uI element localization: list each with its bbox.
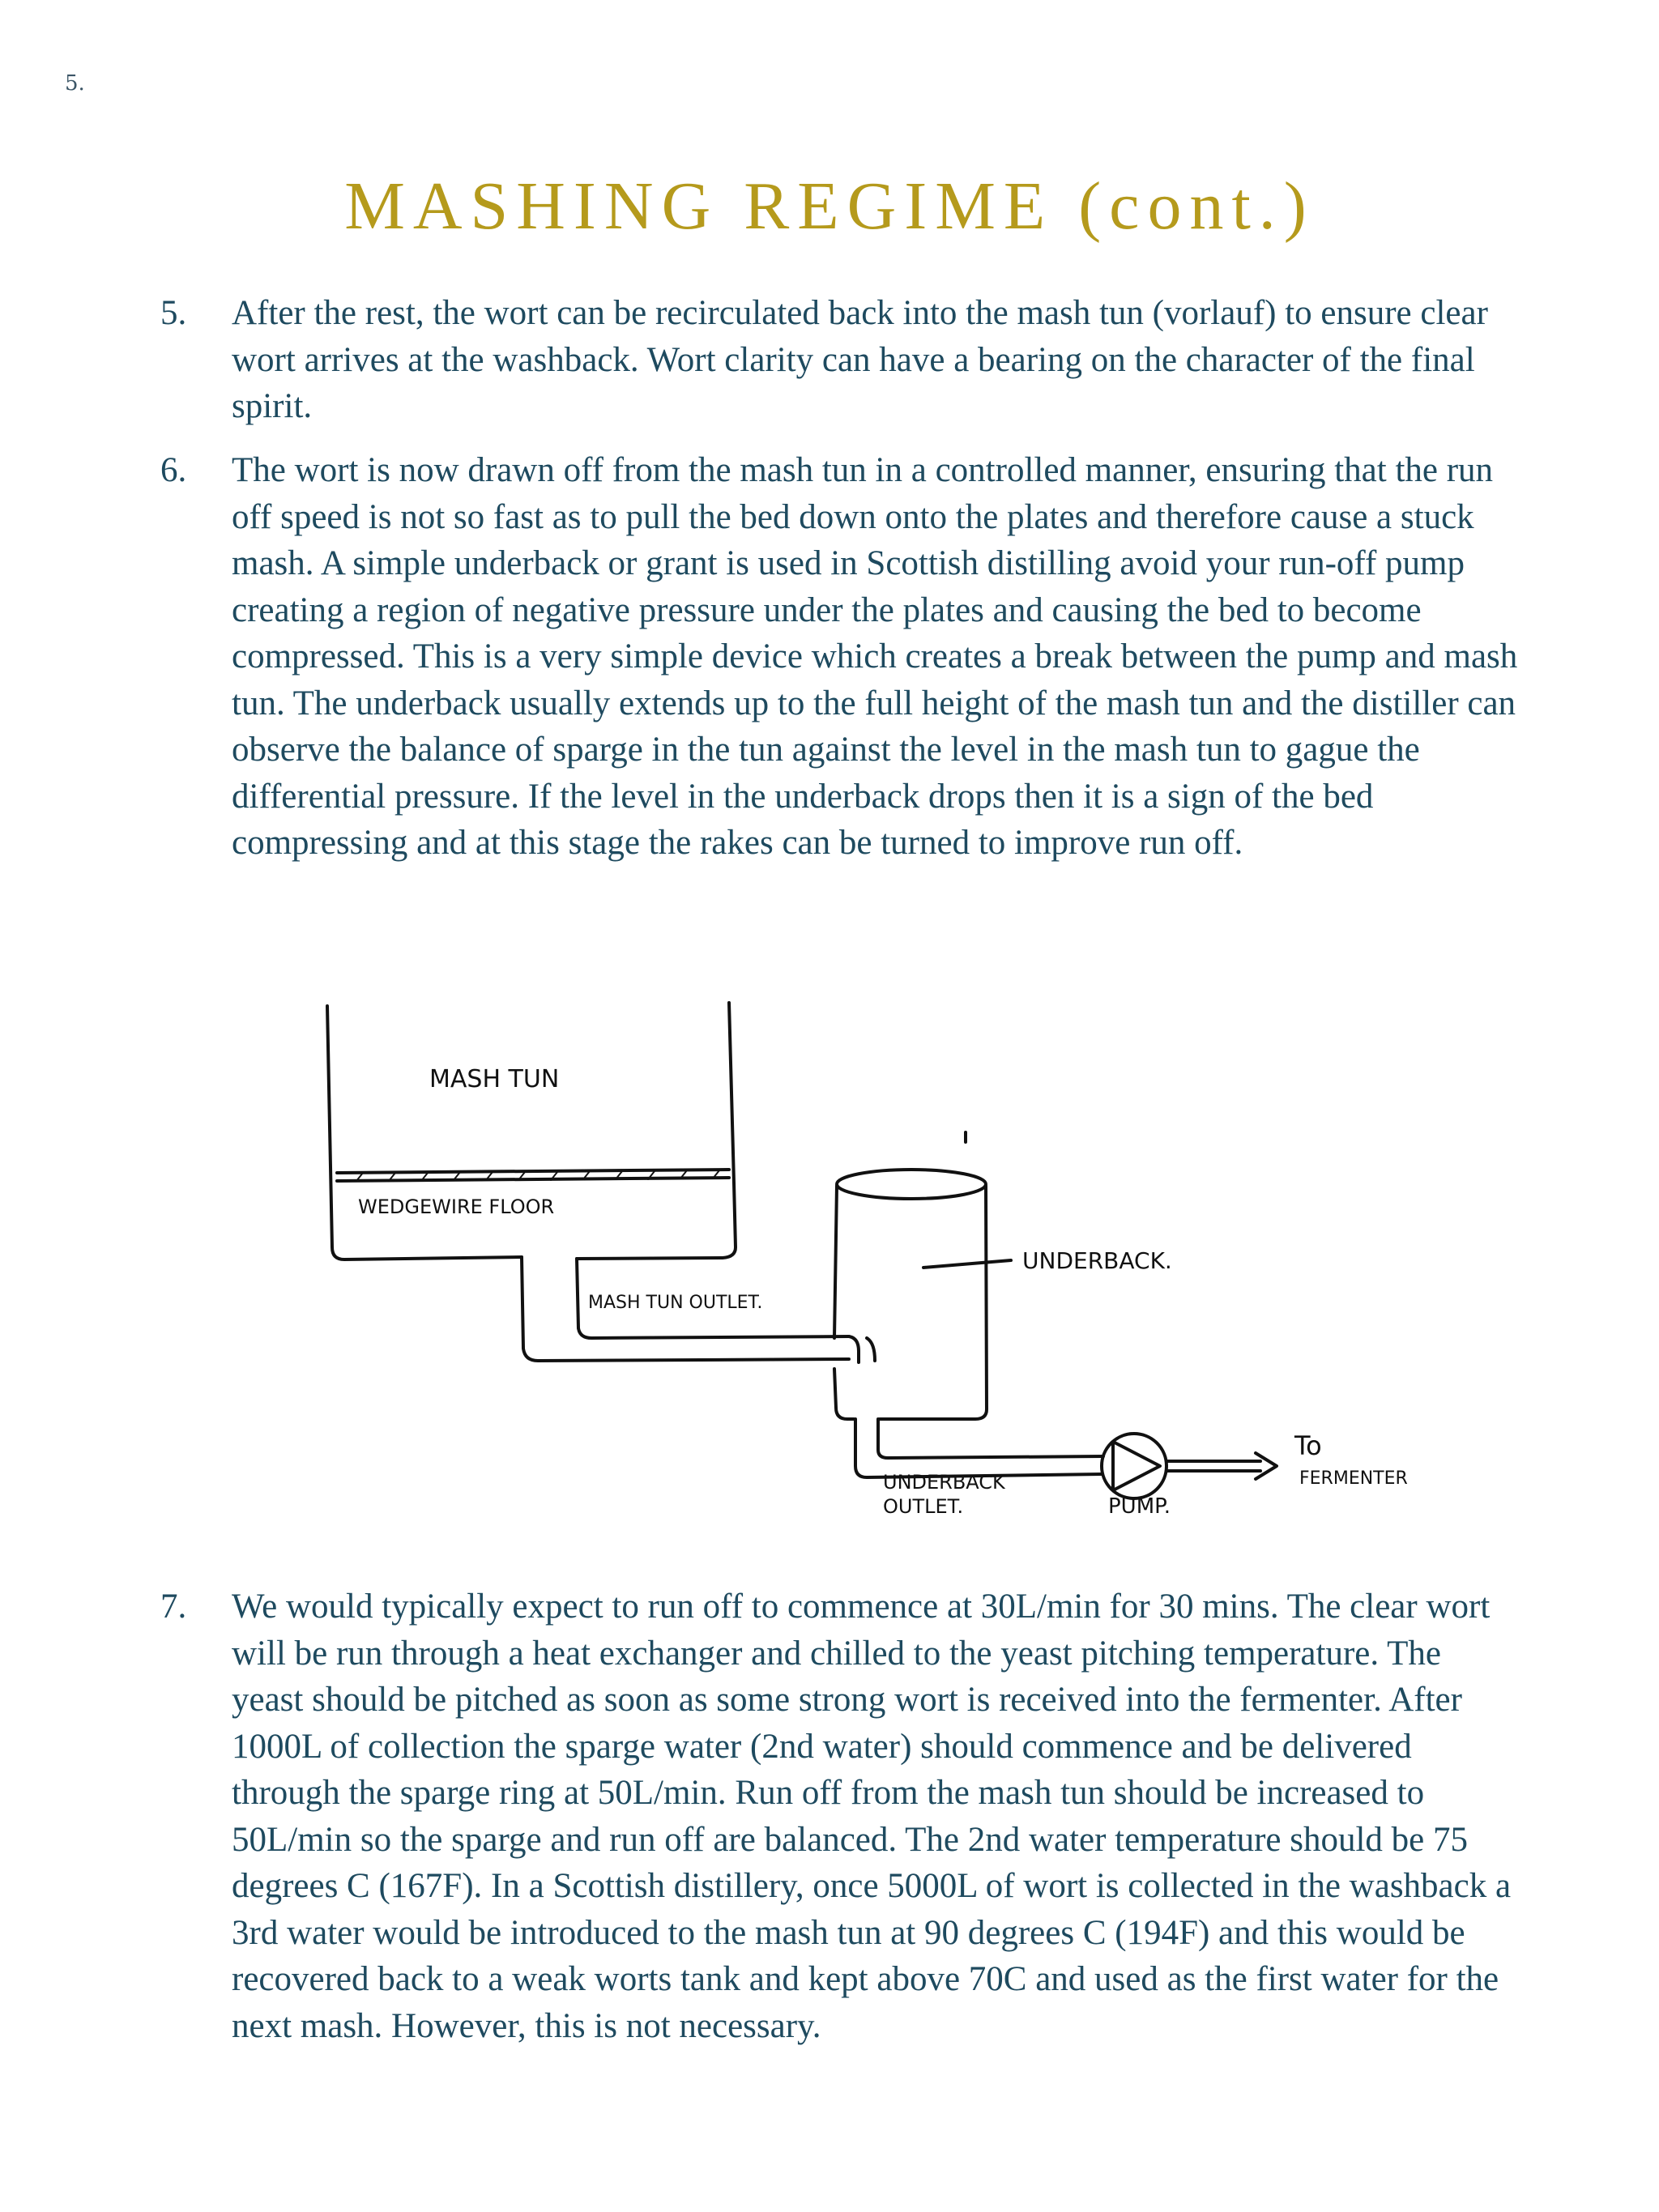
mash-tun-diagram <box>308 988 1458 1539</box>
item-number: 5. <box>160 294 187 332</box>
outlet-pipe-end <box>849 1336 875 1362</box>
underback-outlet-pipe-outer <box>855 1419 1102 1477</box>
underback-top <box>837 1170 986 1199</box>
underback-outlet-pipe-inner <box>878 1419 1103 1458</box>
to-label: To <box>1294 1430 1322 1461</box>
fermenter-arrow-head <box>1256 1453 1277 1479</box>
wedgewire-floor-bottom <box>337 1178 729 1181</box>
list-item-7 <box>160 1583 1521 2049</box>
item-number: 7. <box>160 1588 187 1626</box>
item-text: After the rest, the wort can be recirculated back into the mash tun (vorlauf) to ensure clear wort arrives at the washback. Wort clarity can have a bearing on the character of the final spirit. <box>232 294 1488 425</box>
page-number: 5. <box>65 71 85 96</box>
item-number: 6. <box>160 451 187 489</box>
pump-label: PUMP. <box>1108 1494 1171 1519</box>
fermenter-label: FERMENTER <box>1299 1468 1408 1489</box>
mash-tun-left-wall <box>327 1006 522 1259</box>
underback-body <box>834 1186 987 1419</box>
item-text: We would typically expect to run off to commence at 30L/min for 30 mins. The clear wort will be run through a heat exchanger and chilled to the yeast pitching temperature. The yeast should be pitched as soon as some strong wort is received into the fermenter. After 1000L of collection the sparge water (2nd water) should commence and be delivered through the sparge ring at 50L/min. Run off from the mash tun should be increased to 50L/min so the sparge and run off are balanced. The 2nd water temperature should be 75 degrees C (167F). In a Scottish distillery, once 5000L of wort is collected in the washback a 3rd water would be introduced to the mash tun at 90 degrees C (194F) and this would be recovered back to a weak worts tank and kept above 70C and used as the first water for the next mash. However, this is not necessary. <box>232 1588 1512 2045</box>
list-item-6 <box>160 447 1521 867</box>
underback-outlet-label-2: OUTLET. <box>883 1495 964 1518</box>
underback-leader <box>923 1260 1011 1268</box>
mash-tun-right-wall <box>577 1003 736 1259</box>
item-text: The wort is now drawn off from the mash tun in a controlled manner, ensuring that the run off speed is not so fast as to pull the bed down onto the plates and therefore cause a stuck mash. A simple underback or grant is used in Scottish distilling avoid your run-off pump creating a region of negative pressure under the plates and causing the bed to become compressed. This is a very simple device which creates a break between the pump and mash tun. The underback usually extends up to the full height of the mash tun and the distiller can observe the balance of sparge in the tun against the level in the mash tun to gague the differential pressure. If the level in the underback drops then it is a sign of the bed compressing and at this stage the rakes can be turned to improve run off. <box>232 451 1518 862</box>
list-item-5 <box>160 290 1521 430</box>
wedgewire-floor-label: WEDGEWIRE FLOOR <box>358 1196 555 1218</box>
mash-tun-label: MASH TUN <box>429 1065 560 1093</box>
page-title: MASHING REGIME (cont.) <box>344 168 1315 244</box>
underback-label: UNDERBACK. <box>1022 1247 1172 1274</box>
underback-outlet-label-1: UNDERBACK <box>883 1471 1005 1494</box>
mash-tun-outlet-label: MASH TUN OUTLET. <box>588 1293 763 1313</box>
pump-triangle <box>1113 1442 1160 1490</box>
